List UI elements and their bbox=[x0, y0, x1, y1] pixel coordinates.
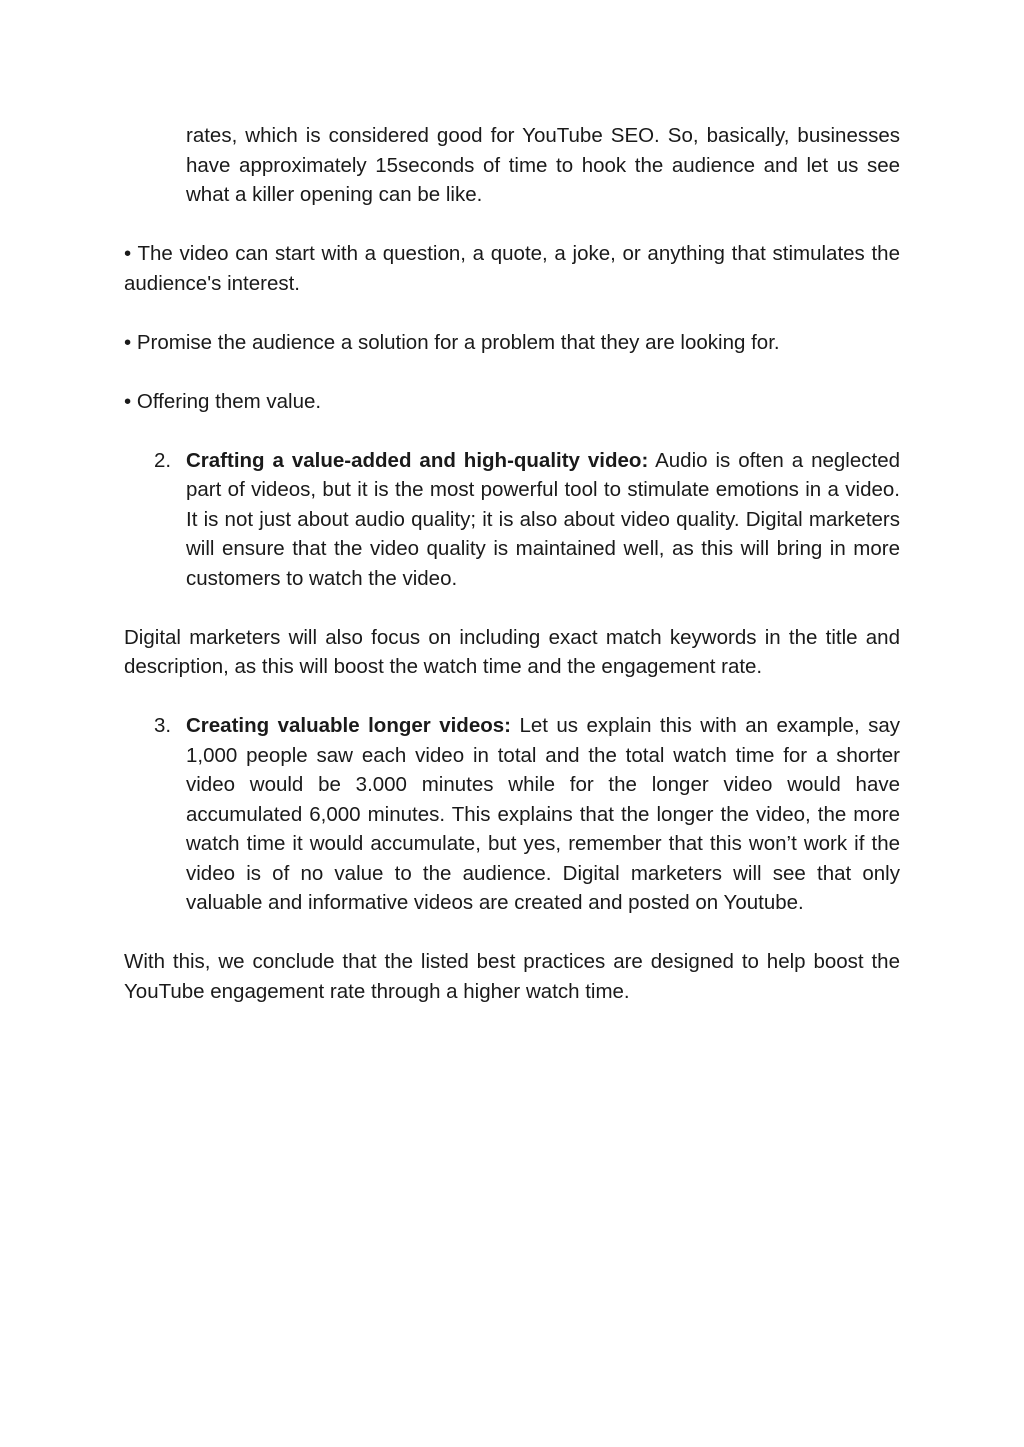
list-item-text: Let us explain this with an example, say 1,000 people saw each video in total and the total watch time for a shorter video would be 3.000 minutes while for the longer video would have accumulated 6,000 minutes. This explains that the longer the video, the more watch time it would accumulate, but yes, remember that this won’t work if the video is of no value to the audience. Digital marketers will see that only valuable and informative videos are created and posted on Youtube. bbox=[186, 714, 900, 914]
list-number: 2. bbox=[154, 448, 172, 472]
list-item-2 bbox=[154, 446, 900, 594]
list-item-heading: Creating valuable longer videos: bbox=[186, 714, 511, 737]
conclusion-paragraph: With this, we conclude that the listed best practices are designed to help boost the YouTube engagement rate through a higher watch time. bbox=[124, 950, 900, 1003]
keywords-paragraph: Digital marketers will also focus on including exact match keywords in the title and description, as this will boost the watch time and the engagement rate. bbox=[124, 625, 900, 678]
list-item-3 bbox=[154, 711, 900, 918]
document-page bbox=[124, 121, 900, 1006]
continuation-paragraph: rates, which is considered good for YouTube SEO. So, basically, businesses have approximately 15seconds of time to hook the audience and let us see what a killer opening can be like. bbox=[186, 124, 900, 206]
list-item-text: Audio is often a neglected part of videos, but it is the most powerful tool to stimulate emotions in a video. It is not just about audio quality; it is also about video quality. Digital marketers will ensure that the video quality is maintained well, as this will bring in more customers to watch the video. bbox=[186, 448, 900, 590]
list-item-heading: Crafting a value-added and high-quality video: bbox=[186, 448, 649, 472]
bullet-question-quote-joke: • The video can start with a question, a quote, a joke, or anything that stimulates the audience's interest. bbox=[124, 242, 900, 295]
bullet-promise-solution: • Promise the audience a solution for a problem that they are looking for. bbox=[124, 330, 780, 354]
bullet-offering-value: • Offering them value. bbox=[124, 389, 322, 413]
list-number: 3. bbox=[154, 714, 172, 737]
